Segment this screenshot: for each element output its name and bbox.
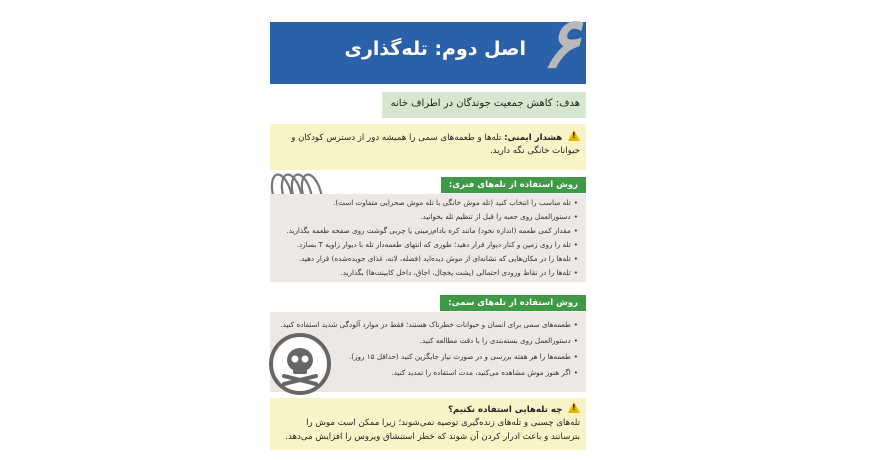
list-item: • دستورالعمل روی بسته‌بندی را با دقت مطالعه کنید.	[420, 336, 578, 345]
list-item: • تله مناسب را انتخاب کنید (تله موش خانگی با تله موش صحرایی متفاوت است).	[333, 198, 578, 207]
spring-traps-panel	[270, 194, 586, 282]
warning-icon	[568, 402, 580, 413]
list-item: • تله‌ها را در نقاط ورودی احتمالی (پشت یخچال، اجاق، داخل کابینت‌ها) بگذارید.	[340, 268, 578, 277]
page-title: اصل دوم: تله‌گذاری	[344, 38, 526, 60]
avoid-title: چه تله‌هایی استفاده نکنیم؟	[448, 405, 563, 415]
avoid-title-line	[448, 402, 580, 415]
list-item: • تله را روی زمین و کنار دیوار قرار دهید؛ طوری که انتهای طعمه‌دار تله با دیوار زاویه T بسازد.	[297, 240, 578, 249]
goal-box	[382, 92, 586, 118]
list-item: • اگر هنوز موش مشاهده می‌کنید، مدت استفاده را تمدید کنید.	[391, 368, 578, 377]
list-item: • مقدار کمی طعمه (اندازه نخود) مانند کره بادام‌زمینی یا چربی گوشت روی صفحه طعمه بگذارید.	[286, 226, 578, 235]
warning-line-1	[291, 130, 580, 143]
avoid-text-2: بترسانند و باعث ادرار کردن آن شوند که خطر استنشاق ویروس را افزایش می‌دهد.	[285, 432, 580, 442]
warning-text-2: حیوانات خانگی نگه دارید.	[489, 146, 580, 156]
spring-traps-heading: روش استفاده از تله‌های فنری:	[441, 177, 586, 193]
chapter-number: ۶	[542, 1, 580, 84]
handout-page	[270, 0, 602, 460]
list-item: • دستورالعمل روی جعبه را قبل از تنظیم تله بخوانید.	[420, 212, 578, 221]
goal-text: هدف: کاهش جمعیت جوندگان در اطراف خانه	[390, 98, 580, 109]
avoid-text-1: تله‌های چسبی و تله‌های زنده‌گیری توصیه نمی‌شوند؛ زیرا ممکن است موش را	[306, 418, 580, 428]
warning-text-1: تله‌ها و طعمه‌های سمی را همیشه دور از دسترس کودکان و	[291, 133, 502, 143]
skull-crossbones-icon	[268, 332, 332, 396]
safety-warning-box	[270, 124, 586, 170]
avoid-traps-box	[270, 398, 586, 450]
list-item: • طعمه‌ها را هر هفته بررسی و در صورت نیاز جایگزین کنید (حداقل ۱۵ روز).	[349, 352, 578, 361]
section-header	[270, 1, 586, 84]
list-item: • تله‌ها را در مکان‌هایی که نشانه‌ای از موش دیده‌اید (فضله، لانه، غذای جویده‌شده) قرار دهید.	[299, 254, 578, 263]
poison-traps-heading: روش استفاده از تله‌های سمی:	[440, 295, 586, 311]
list-item: • طعمه‌های سمی برای انسان و حیوانات خطرناک هستند؛ فقط در موارد آلودگی شدید استفاده کنید.	[280, 320, 578, 329]
warning-icon	[568, 130, 580, 141]
warning-title: هشدار ایمنی:	[504, 133, 563, 143]
